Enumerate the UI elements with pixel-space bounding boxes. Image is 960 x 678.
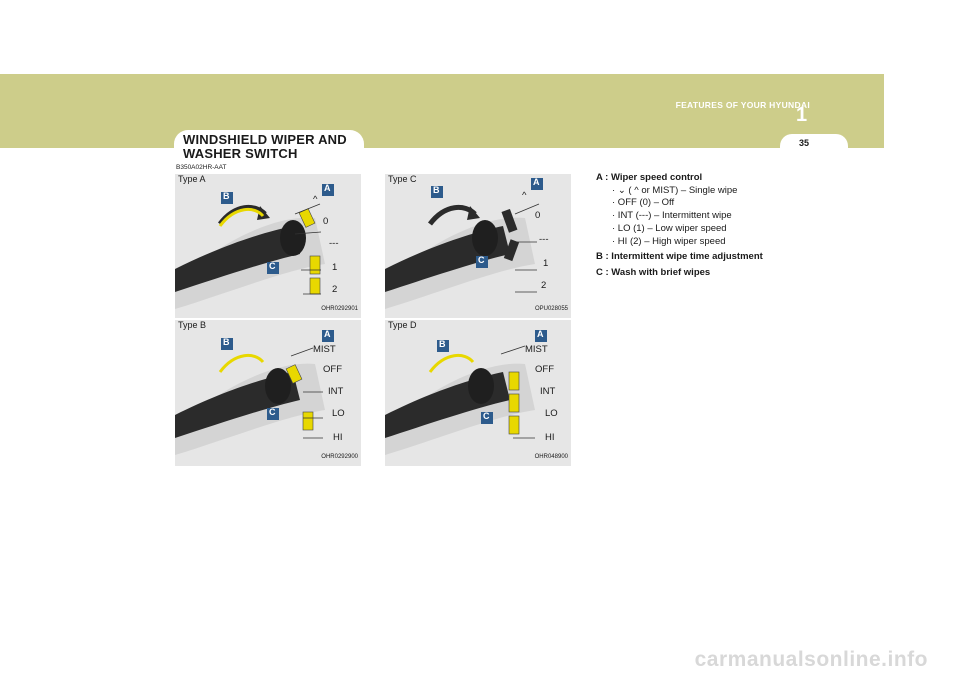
figure-type-c: [385, 174, 571, 318]
desc-a-item: · ⌄ ( ^ or MIST) – Single wipe: [612, 184, 738, 196]
pos-label: HI: [545, 432, 555, 443]
section-title-line2: WASHER SWITCH: [183, 146, 298, 161]
wiper-icon: ⌄: [617, 184, 626, 196]
callout-a: A: [537, 329, 544, 339]
callout-b: B: [439, 339, 446, 349]
section-title: [183, 133, 347, 161]
callout-c: C: [269, 407, 276, 417]
figure-code: OHR0292900: [321, 454, 358, 460]
wiper-switch-illustration: [385, 174, 571, 318]
chapter-title: FEATURES OF YOUR HYUNDAI: [675, 100, 810, 110]
desc-a-label: A : Wiper speed control: [596, 172, 703, 183]
figure-code: OHR0292901: [321, 306, 358, 312]
pos-label: 2: [332, 284, 338, 295]
pos-label: 1: [543, 258, 549, 269]
page-number: 35: [798, 138, 809, 148]
pos-label: MIST: [313, 344, 336, 355]
callout-c: C: [269, 261, 276, 271]
desc-a-item: · OFF (0) – Off: [612, 197, 675, 209]
desc-b-label: B : Intermittent wipe time adjustment: [596, 251, 763, 263]
figure-code: OPU028055: [534, 306, 568, 312]
callout-b: B: [433, 185, 440, 195]
pos-label: HI: [333, 432, 343, 443]
pos-label: ^: [313, 194, 318, 205]
desc-c-label: C : Wash with brief wipes: [596, 266, 711, 278]
pos-label: ---: [329, 238, 339, 249]
figure-code: OHR048900: [534, 454, 568, 460]
figure-type-label: Type C: [388, 174, 417, 184]
pos-label: INT: [540, 386, 556, 397]
pos-label: 1: [332, 262, 338, 273]
pos-label: OFF: [535, 364, 554, 375]
callout-c: C: [483, 411, 490, 421]
pos-label: 2: [541, 280, 547, 291]
header-band: [0, 74, 884, 148]
figure-type-label: Type D: [388, 320, 417, 330]
desc-a-item: · LO (1) – Low wiper speed: [612, 222, 727, 234]
pos-label: MIST: [525, 344, 548, 355]
pos-label: LO: [545, 408, 558, 419]
pos-label: LO: [332, 408, 345, 419]
section-title-line1: WINDSHIELD WIPER AND: [183, 132, 347, 147]
pos-label: ---: [539, 234, 549, 245]
pos-label: 0: [535, 210, 541, 221]
desc-a-item: · INT (---) – Intermittent wipe: [612, 210, 732, 222]
chapter-number: 1: [796, 104, 808, 126]
callout-b: B: [223, 337, 230, 347]
figure-type-a: [175, 174, 361, 318]
figure-type-d: [385, 320, 571, 466]
figure-type-b: [175, 320, 361, 466]
pos-label: 0: [323, 216, 329, 227]
pos-label: INT: [328, 386, 344, 397]
callout-a: A: [324, 329, 331, 339]
callout-b: B: [223, 191, 230, 201]
section-code: B350A02HR-AAT: [176, 164, 227, 171]
figure-type-label: Type B: [178, 320, 207, 330]
pos-label: ^: [522, 190, 527, 201]
callout-c: C: [478, 255, 485, 265]
desc-a-item: · HI (2) – High wiper speed: [612, 235, 726, 247]
pos-label: OFF: [323, 364, 342, 375]
description: [596, 172, 806, 280]
figure-type-label: Type A: [178, 174, 206, 184]
callout-a: A: [324, 183, 331, 193]
watermark: carmanualsonline.info: [694, 648, 928, 671]
callout-a: A: [533, 177, 540, 187]
